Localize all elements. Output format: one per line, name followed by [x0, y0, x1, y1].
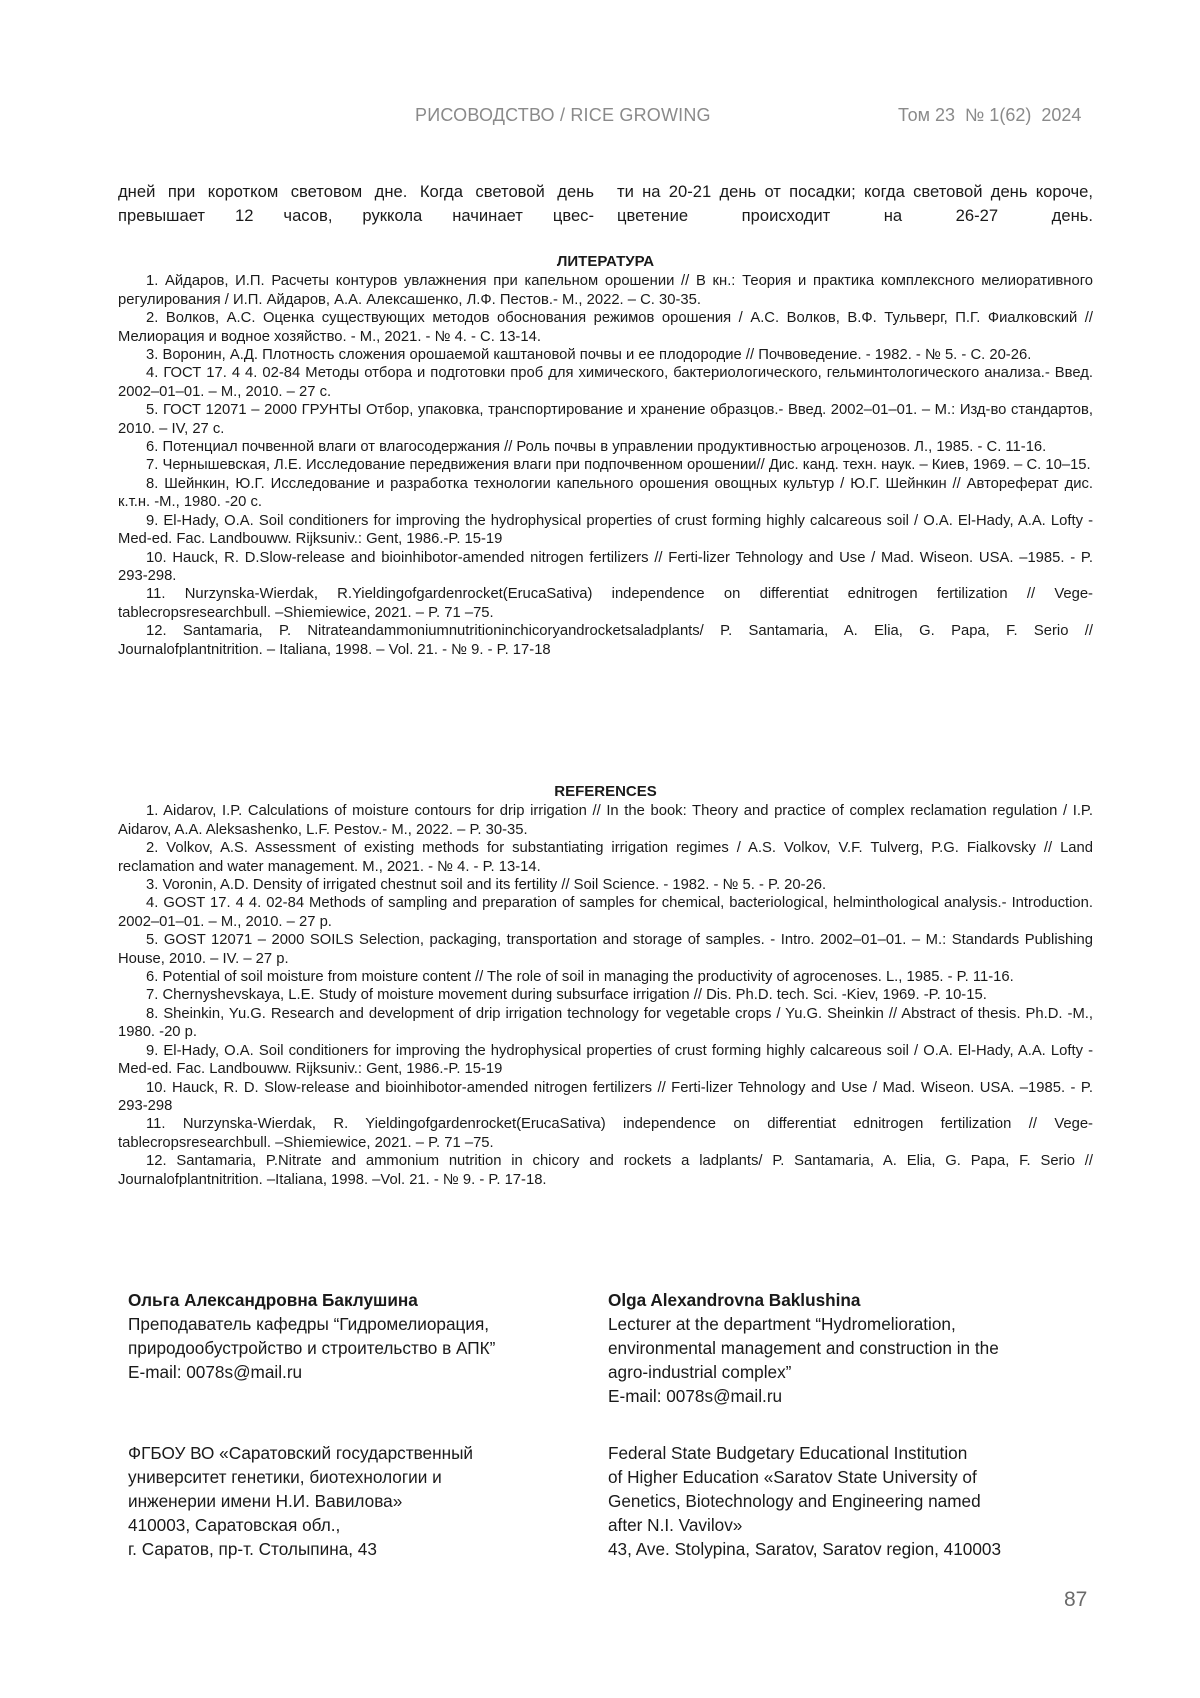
reference-item: 12. Santamaria, P.Nitrate and ammonium nutrition in chicory and rockets a ladplants/ P. Santamaria, A. Elia, G. Papa, F. Serio // Journalofplantnitrition. –Italiana, 1998. –Vol. 21. - № 9. - P. 17-18. [118, 1152, 1093, 1189]
author-position-line: Lecturer at the department “Hydromelioration, [608, 1312, 1088, 1336]
author-affiliation-line: 43, Ave. Stolypina, Saratov, Saratov region, 410003 [608, 1537, 1088, 1561]
reference-item: 9. El-Hady, O.A. Soil conditioners for improving the hydrophysical properties of crust forming highly calcareous soil / O.A. El-Hady, A.A. Lofty -Med-ed. Fac. Landbouww. Rijksuniv.: Gent, 1986.-P. 15-19 [118, 1042, 1093, 1079]
literature-item: 7. Чернышевская, Л.Е. Исследование передвижения влаги при подпочвенном орошении// Дис. канд. техн. наук. – Киев, 1969. – С. 10–15. [118, 456, 1093, 474]
literature-item: 6. Потенциал почвенной влаги от влагосодержания // Роль почвы в управлении продуктивностью агроценозов. Л., 1985. - С. 11-16. [118, 438, 1093, 456]
literature-section [118, 253, 1093, 659]
author-info-russian [128, 1288, 608, 1561]
author-email-en[interactable]: E-mail: 0078s@mail.ru [608, 1384, 1088, 1408]
reference-item: 2. Volkov, A.S. Assessment of existing methods for substantiating irrigation regimes / A.S. Volkov, V.F. Tulverg, P.G. Fialkovsky // Land reclamation and water management. M., 2021. - № 4. - P. 13-14. [118, 839, 1093, 876]
reference-item: 8. Sheinkin, Yu.G. Research and development of drip irrigation technology for vegetable crops / Yu.G. Sheinkin // Abstract of thesis. Ph.D. -M., 1980. -20 p. [118, 1005, 1093, 1042]
reference-item: 10. Hauck, R. D. Slow-release and bioinhibotor-amended nitrogen fertilizers // Ferti-lizer Tehnology and Use / Mad. Wiseon. USA. –1985. - P. 293-298 [118, 1079, 1093, 1116]
author-info [128, 1288, 1108, 1561]
running-header [0, 105, 1200, 135]
author-name-ru: Ольга Александровна Баклушина [128, 1288, 608, 1312]
literature-item: 3. Воронин, А.Д. Плотность сложения орошаемой каштановой почвы и ее плодородие // Почвоведение. - 1982. - № 5. - С. 20-26. [118, 346, 1093, 364]
literature-item: 12. Santamaria, P. Nitrateandammoniumnutritioninchicoryandrocketsaladplants/ P. Santamaria, A. Elia, G. Papa, F. Serio // Journalofplantnitrition. – Italiana, 1998. – Vol. 21. - № 9. - P. 17-18 [118, 622, 1093, 659]
author-name-en: Olga Alexandrovna Baklushina [608, 1288, 1088, 1312]
intro-right-column: ти на 20-21 день от посадки; когда световой день короче, цветение происходит на 26-27 день. [617, 180, 1093, 228]
author-position-line: Преподаватель кафедры “Гидромелиорация, [128, 1312, 608, 1336]
literature-item: 11. Nurzynska-Wierdak, R.Yieldingofgardenrocket(ErucaSativa) independence on differentiat ednitrogen fertilization // Vege-tablecropsresearchbull. –Shiemiewice, 2021. – P. 71 –75. [118, 585, 1093, 622]
author-affiliation-line: ФГБОУ ВО «Саратовский государственный [128, 1441, 608, 1465]
author-affiliation-line: Genetics, Biotechnology and Engineering named [608, 1489, 1088, 1513]
literature-item: 8. Шейнкин, Ю.Г. Исследование и разработка технологии капельного орошения овощных культур / Ю.Г. Шейнкин // Автореферат дис. к.т.н. -М., 1980. -20 с. [118, 475, 1093, 512]
reference-item: 11. Nurzynska-Wierdak, R. Yieldingofgardenrocket(ErucaSativa) independence on differentiat ednitrogen fertilization // Vege-tablecropsresearchbull. –Shiemiewice, 2021. – P. 71 –75. [118, 1115, 1093, 1152]
author-position-line: природообустройство и строительство в АПК” [128, 1336, 608, 1360]
author-position-line: environmental management and construction in the [608, 1336, 1088, 1360]
author-email-ru[interactable]: E-mail: 0078s@mail.ru [128, 1360, 608, 1384]
reference-item: 7. Chernyshevskaya, L.E. Study of moisture movement during subsurface irrigation // Dis. Ph.D. tech. Sci. -Kiev, 1969. -P. 10-15. [118, 986, 1093, 1004]
reference-item: 4. GOST 17. 4 4. 02-84 Methods of sampling and preparation of samples for chemical, bacteriological, helminthological analysis.- Introduction. 2002–01–01. – M., 2010. – 27 p. [118, 894, 1093, 931]
issue-info: Том 23 № 1(62) 2024 [898, 105, 1081, 126]
reference-item: 3. Voronin, A.D. Density of irrigated chestnut soil and its fertility // Soil Science. - 1982. - № 5. - P. 20-26. [118, 876, 1093, 894]
author-position-line: agro-industrial complex” [608, 1360, 1088, 1384]
reference-item: 6. Potential of soil moisture from moisture content // The role of soil in managing the productivity of agrocenoses. L., 1985. - P. 11-16. [118, 968, 1093, 986]
references-title: REFERENCES [118, 783, 1093, 801]
journal-title: РИСОВОДСТВО / RICE GROWING [415, 105, 711, 126]
author-affiliation-line: of Higher Education «Saratov State University of [608, 1465, 1088, 1489]
author-info-english [608, 1288, 1088, 1561]
page-number: 87 [1064, 1588, 1087, 1612]
literature-item: 2. Волков, А.С. Оценка существующих методов обоснования режимов орошения / А.С. Волков, В.Ф. Тульверг, П.Г. Фиалковский // Мелиорация и водное хозяйство. - М., 2021. - № 4. - С. 13-14. [118, 309, 1093, 346]
literature-item: 4. ГОСТ 17. 4 4. 02-84 Методы отбора и подготовки проб для химического, бактериологического, гельминтологического анализа.- Введ. 2002–01–01. – М., 2010. – 27 с. [118, 364, 1093, 401]
author-affiliation-line: г. Саратов, пр-т. Столыпина, 43 [128, 1537, 608, 1561]
literature-item: 5. ГОСТ 12071 – 2000 ГРУНТЫ Отбор, упаковка, транспортирование и хранение образцов.- Введ. 2002–01–01. – М.: Изд-во стандартов, 2010. – IV, 27 с. [118, 401, 1093, 438]
author-affiliation-line: Federal State Budgetary Educational Institution [608, 1441, 1088, 1465]
literature-item: 10. Hauck, R. D.Slow-release and bioinhibotor-amended nitrogen fertilizers // Ferti-lizer Tehnology and Use / Mad. Wiseon. USA. –1985. - P. 293-298. [118, 549, 1093, 586]
reference-item: 1. Aidarov, I.P. Calculations of moisture contours for drip irrigation // In the book: Theory and practice of complex reclamation regulation / I.P. Aidarov, A.A. Aleksashenko, L.F. Pestov.- M., 2022. – P. 30-35. [118, 802, 1093, 839]
literature-item: 9. El-Hady, O.A. Soil conditioners for improving the hydrophysical properties of crust forming highly calcareous soil / O.A. El-Hady, A.A. Lofty -Med-ed. Fac. Landbouww. Rijksuniv.: Gent, 1986.-P. 15-19 [118, 512, 1093, 549]
references-section [118, 783, 1093, 1189]
author-affiliation-line: инженерии имени Н.И. Вавилова» [128, 1489, 608, 1513]
intro-left-column: дней при коротком световом дне. Когда световой день превышает 12 часов, руккола начинает цвес- [118, 180, 594, 228]
literature-item: 1. Айдаров, И.П. Расчеты контуров увлажнения при капельном орошении // В кн.: Теория и практика комплексного мелиоративного регулирования / И.П. Айдаров, А.А. Алексашенко, Л.Ф. Пестов.- М., 2022. – С. 30-35. [118, 272, 1093, 309]
literature-title: ЛИТЕРАТУРА [118, 253, 1093, 271]
author-affiliation-line: 410003, Саратовская обл., [128, 1513, 608, 1537]
author-affiliation-line: after N.I. Vavilov» [608, 1513, 1088, 1537]
reference-item: 5. GOST 12071 – 2000 SOILS Selection, packaging, transportation and storage of samples. - Intro. 2002–01–01. – M.: Standards Publishing House, 2010. – IV. – 27 p. [118, 931, 1093, 968]
author-affiliation-line: университет генетики, биотехнологии и [128, 1465, 608, 1489]
intro-text [118, 180, 1093, 228]
